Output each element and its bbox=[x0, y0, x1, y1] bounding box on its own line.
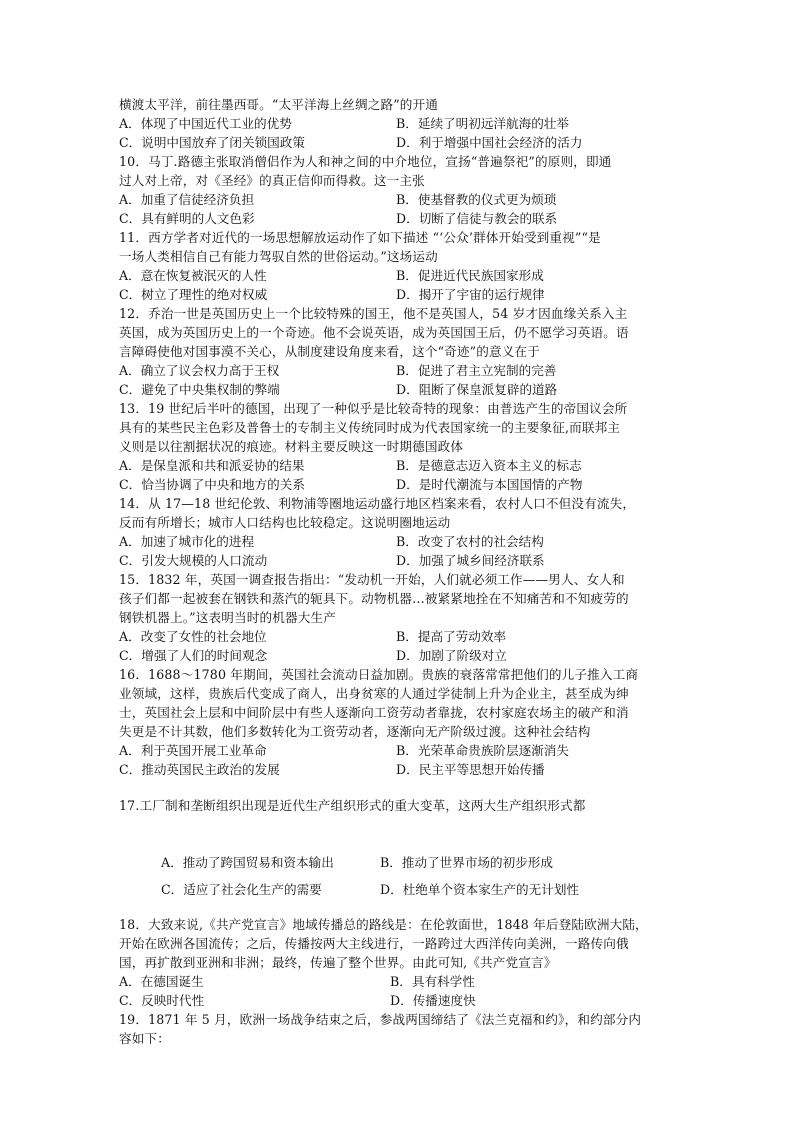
q9-stem-tail: 横渡太平洋，前往墨西哥。“太平洋海上丝绸之路”的开通 bbox=[119, 97, 439, 112]
q16-option-c: C．推动英国民主政治的发展 bbox=[119, 762, 280, 777]
q18-option-a: A．在德国诞生 bbox=[119, 974, 204, 989]
q15-option-c: C．增强了人们的时间观念 bbox=[119, 648, 268, 663]
q14-stem-line1: 14．从 17—18 世纪伦敦、利物浦等圈地运动盛行地区档案来看，农村人口不但没有流失， bbox=[119, 496, 636, 511]
q9-option-c: C．说明中国放弃了闭关锁国政策 bbox=[119, 135, 305, 150]
q14-option-a: A．加速了城市化的进程 bbox=[119, 534, 255, 549]
q10-option-b: B．使基督教的仪式更为烦琐 bbox=[396, 192, 557, 207]
q19-stem-line1: 19．1871 年 5 月，欧洲一场战争结束之后，参战两国缔结了《法兰克福和约》，和约部分内 bbox=[119, 1012, 642, 1027]
q18-stem-line1: 18．大致来说,《共产党宣言》地域传播总的路线是：在伦敦面世，1848 年后登陆欧洲大陆， bbox=[119, 917, 648, 932]
q11-option-a: A．意在恢复被泯灭的人性 bbox=[119, 268, 267, 283]
q12-option-d: D．阻断了保皇派复辟的道路 bbox=[396, 382, 558, 397]
q16-stem-line2: 业领域，这样，贵族后代变成了商人，出身贫寒的人通过学徒制上升为企业主，甚至成为绅 bbox=[119, 686, 629, 701]
q10-option-d: D．切断了信徒与教会的联系 bbox=[396, 211, 558, 226]
q13-option-a: A．是保皇派和共和派妥协的结果 bbox=[119, 458, 305, 473]
q14-option-c: C．引发大规模的人口流动 bbox=[119, 553, 268, 568]
q17-option-a: A．推动了跨国贸易和资本输出 bbox=[161, 855, 334, 870]
q10-stem-line1: 10．马丁.路德主张取消僧侣作为人和神之间的中介地位，宣扬“普遍祭祀”的原则，即通 bbox=[119, 154, 612, 169]
q15-option-a: A．改变了女性的社会地位 bbox=[119, 629, 267, 644]
q12-option-b: B．促进了君主立宪制的完善 bbox=[396, 363, 557, 378]
q18-stem-line3: 国，再扩散到亚洲和非洲；最终，传遍了整个世界。由此可知,《共产党宣言》 bbox=[119, 955, 557, 970]
q13-stem-line1: 13．19 世纪后半叶的德国，出现了一种似乎是比较奇特的现象：由普选产生的帝国议会所 bbox=[119, 401, 628, 416]
q13-stem-line3: 义则是以往割据状况的痕迹。材料主要反映这一时期德国政体 bbox=[119, 439, 464, 454]
q14-option-d: D．加强了城乡间经济联系 bbox=[396, 553, 545, 568]
q10-option-c: C．具有鲜明的人文色彩 bbox=[119, 211, 255, 226]
q15-stem-line1: 15．1832 年，英国一调查报告指出：“发动机一开始，人们就必须工作——男人、女人和 bbox=[119, 572, 625, 587]
q16-option-b: B．光荣革命贵族阶层逐渐消失 bbox=[396, 743, 569, 758]
q9-option-a: A．体现了中国近代工业的优势 bbox=[119, 116, 292, 131]
q15-stem-line3: 钢铁机器上。”这表明当时的机器大生产 bbox=[119, 610, 336, 625]
q15-option-b: B．提高了劳动效率 bbox=[396, 629, 507, 644]
q11-stem-line2: 一场人类相信自己有能力驾驭自然的世俗运动。”这场运动 bbox=[119, 249, 438, 264]
q11-option-b: B．促进近代民族国家形成 bbox=[396, 268, 544, 283]
q18-option-c: C．反映时代性 bbox=[119, 993, 205, 1008]
q16-option-a: A．利于英国开展工业革命 bbox=[119, 743, 267, 758]
q17-option-b: B．推动了世界市场的初步形成 bbox=[380, 855, 553, 870]
q10-option-a: A．加重了信徒经济负担 bbox=[119, 192, 255, 207]
q13-option-b: B．是德意志迈入资本主义的标志 bbox=[396, 458, 582, 473]
q17-stem-line1: 17.工厂制和垄断组织出现是近代生产组织形式的重大变革，这两大生产组织形式都 bbox=[119, 798, 586, 813]
q12-option-c: C．避免了中央集权制的弊端 bbox=[119, 382, 280, 397]
q11-option-d: D．揭开了宇宙的运行规律 bbox=[396, 287, 545, 302]
q13-stem-line2: 具有的某些民主色彩及普鲁士的专制主义传统同时成为代表国家统一的主要象征,而联邦主 bbox=[119, 420, 621, 435]
q16-stem-line1: 16．1688～1780 年期间，英国社会流动日益加剧。贵族的衰落常常把他们的儿子推入工商 bbox=[119, 667, 639, 682]
q13-option-d: D．是时代潮流与本国国情的产物 bbox=[396, 477, 583, 492]
q12-option-a: A．确立了议会权力高于王权 bbox=[119, 363, 280, 378]
q13-option-c: C．恰当协调了中央和地方的关系 bbox=[119, 477, 305, 492]
q10-stem-line2: 过人对上帝，对《圣经》的真正信仰而得救。这一主张 bbox=[119, 173, 425, 188]
q17-option-d: D．杜绝单个资本家生产的无计划性 bbox=[380, 882, 580, 897]
q14-option-b: B．改变了农村的社会结构 bbox=[396, 534, 544, 549]
q12-stem-line3: 言障碍使他对国事漠不关心，从制度建设角度来看，这个“奇迹”的意义在于 bbox=[119, 344, 540, 359]
q16-stem-line3: 士，英国社会上层和中间阶层中有些人逐渐向工资劳动者靠拢，农村家庭农场主的破产和消 bbox=[119, 705, 629, 720]
q17-option-c: C．适应了社会化生产的需要 bbox=[161, 882, 322, 897]
q11-stem-line1: 11．西方学者对近代的一场思想解放运动作了如下描述 “‘公众’群体开始受到重视”“是 bbox=[119, 230, 601, 245]
q9-option-b: B．延续了明初远洋航海的壮举 bbox=[396, 116, 569, 131]
q16-stem-line4: 失更是不计其数，他们多数转化为工资劳动者，逐渐向无产阶级过渡。这种社会结构 bbox=[119, 724, 591, 739]
q12-stem-line1: 12．乔治一世是英国历史上一个比较特殊的国王，他不是英国人，54 岁才因血缘关系入主 bbox=[119, 306, 628, 321]
q11-option-c: C．树立了理性的绝对权威 bbox=[119, 287, 268, 302]
q15-option-d: D．加剧了阶级对立 bbox=[396, 648, 507, 663]
q18-stem-line2: 开始在欧洲各国流传；之后，传播按两大主线进行，一路跨过大西洋传向美洲，一路传向俄 bbox=[119, 936, 629, 951]
q18-option-d: D．传播速度快 bbox=[390, 993, 476, 1008]
q16-option-d: D．民主平等思想开始传播 bbox=[396, 762, 545, 777]
q19-stem-line2: 容如下： bbox=[119, 1031, 170, 1046]
q18-option-b: B．具有科学性 bbox=[390, 974, 475, 989]
q12-stem-line2: 英国，成为英国历史上的一个奇迹。他不会说英语，成为英国国王后，仍不愿学习英语。语 bbox=[119, 325, 629, 340]
q15-stem-line2: 孩子们都一起被套在钢铁和蒸汽的轭具下。动物机器…被紧紧地拴在不知痛苦和不知疲劳的 bbox=[119, 591, 629, 606]
q14-stem-line2: 反而有所增长；城市人口结构也比较稳定。这说明圈地运动 bbox=[119, 515, 451, 530]
q9-option-d: D．利于增强中国社会经济的活力 bbox=[396, 135, 583, 150]
